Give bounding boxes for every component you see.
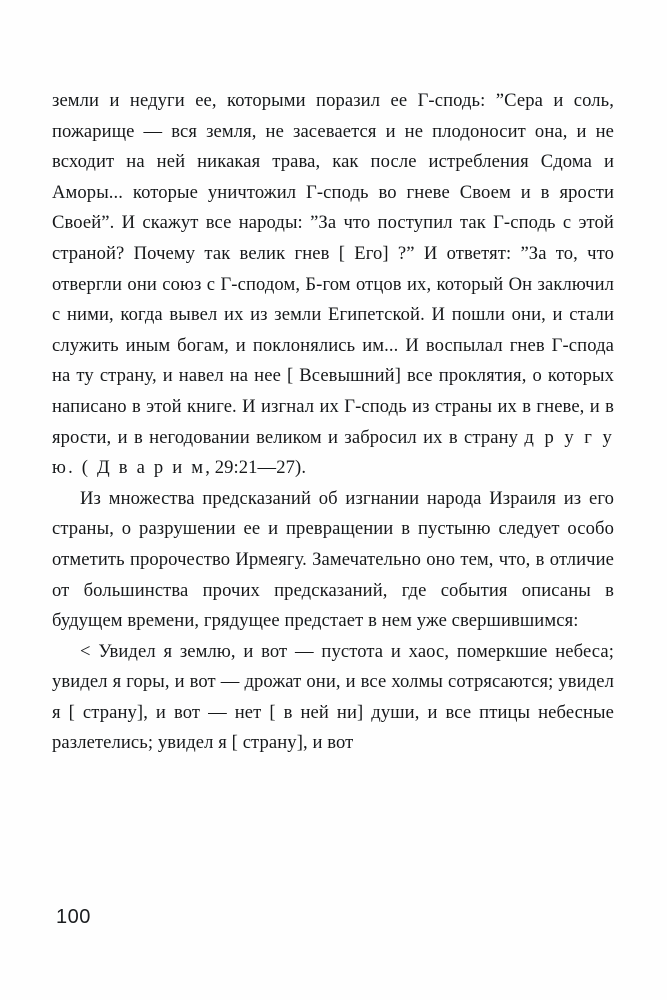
spaced-phrase: д р у г у ю (52, 426, 614, 479)
paragraph-1-text: земли и недуги ее, которыми поразил ее Г-сподь: ”Сера и соль, пожарище — вся земля, не засевается и не плодоносит она, и не всходит на ней никакая трава, как после истребления Сдома и Аморы... которые уничтожил Г-сподь во гневе Своем и в ярости Своей”. И скажут все народы: ”За что поступил так Г-сподь с этой страной? Почему так велик гнев [ Его] ?” И ответят: ”За то, что отвергли они союз с Г-сподом, Б-гом отцов их, который Он заключил с ними, когда вывел их из земли Египетской. И пошли они, и стали служить иным богам, и поклонялись им... И воспылал гнев Г-спода на ту страну, и навел на нее [ Всевышний] все проклятия, о которых написано в этой книге. И изгнал их Г-сподь из страны их в гневе, и в ярости, и в негодовании великом и забросил их в страну (52, 90, 614, 448)
page-number: 100 (56, 906, 91, 928)
paragraph-1 (52, 86, 614, 484)
citation-open: . ( Д в а р и м (68, 457, 206, 479)
text-column (52, 86, 614, 759)
paragraph-3: < Увидел я землю, и вот — пустота и хаос, померкшие небеса; увидел я горы, и вот — дрожат они, и все холмы сотрясаются; увидел я [ страну], и вот — нет [ в ней ни] души, и все птицы небесные разлетелись; увидел я [ страну], и вот (52, 640, 614, 754)
paragraph-2: Из множества предсказаний об изгнании народа Израиля из его страны, о разрушении ее и превращении в пустыню следует особо отметить пророчество Ирмеягу. Замечательно оно тем, что, в отличие от большинства прочих предсказаний, где события описаны в будущем времени, грядущее предстает в нем уже свершившимся: (52, 487, 614, 632)
citation-close: , 29:21—27). (205, 457, 307, 479)
